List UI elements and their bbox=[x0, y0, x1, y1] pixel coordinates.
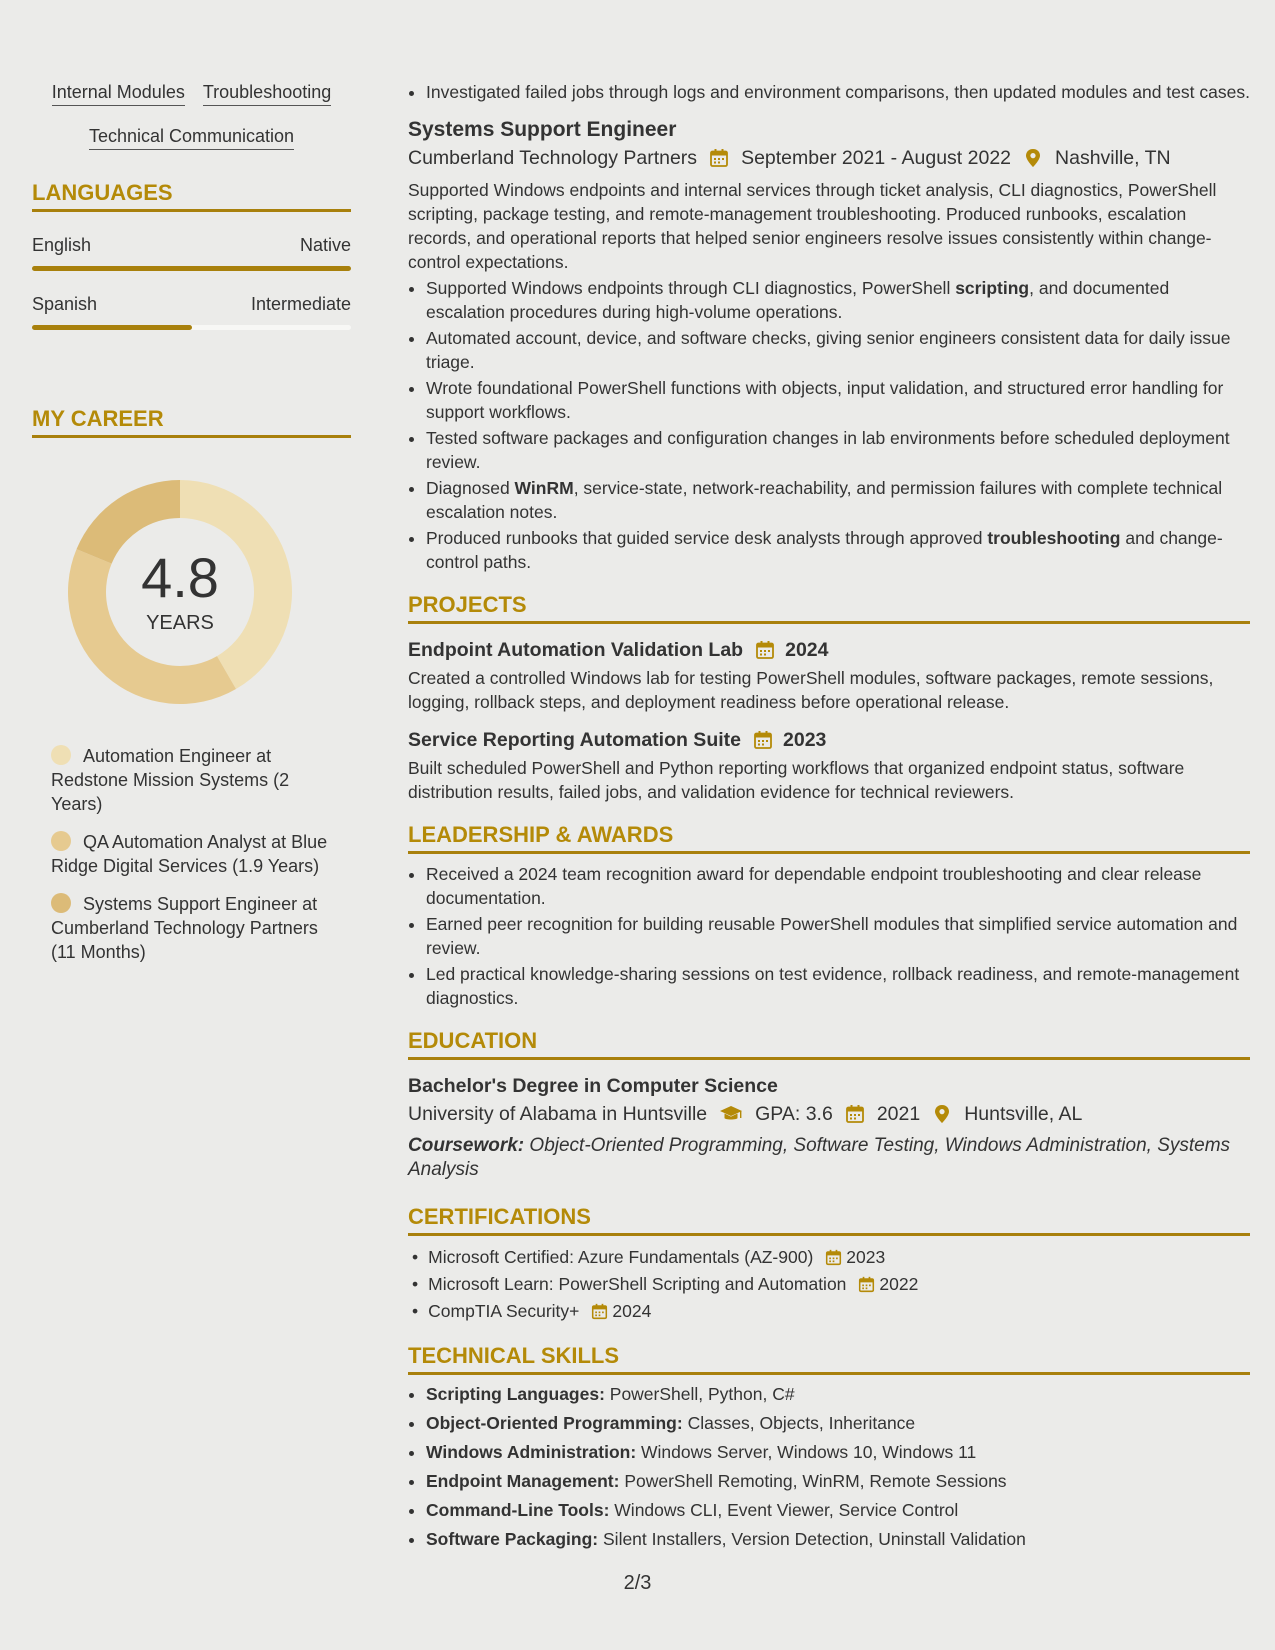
school-name: University of Alabama in Huntsville bbox=[408, 1103, 708, 1125]
job-summary: Supported Windows endpoints and internal services through ticket analysis, CLI diagnostics, PowerShell scripting, package testing, and remote-management troubleshooting. Produced runbooks, escalation records, and operational reports that helped senior engineers resolve issues consistently within change-control expectations. bbox=[408, 180, 1217, 272]
location-pin-icon bbox=[1023, 148, 1043, 168]
career-legend-item bbox=[51, 892, 331, 964]
calendar-icon bbox=[845, 1104, 865, 1124]
bullet-item: • Automated account, device, and software checks, giving senior engineers consistent data for daily issue triage. bbox=[426, 326, 1250, 374]
legend-dot-icon bbox=[51, 893, 71, 913]
bullet-item: • Supported Windows endpoints through CLI diagnostics, PowerShell scripting, and documented escalation procedures during high-volume operations. bbox=[426, 276, 1250, 324]
education-heading: EDUCATION bbox=[408, 1028, 1250, 1060]
languages-heading: LANGUAGES bbox=[32, 180, 351, 212]
skill-item: • Scripting Languages: PowerShell, Python, C# bbox=[426, 1381, 1250, 1408]
language-bar-fill bbox=[32, 266, 351, 271]
certification-item: • Microsoft Certified: Azure Fundamentals (AZ-900) 2023 bbox=[426, 1244, 1250, 1271]
bullet-item: • Produced runbooks that guided service desk analysts through approved troubleshooting and change-control paths. bbox=[426, 526, 1250, 574]
location-pin-icon bbox=[932, 1104, 952, 1124]
bullet-item: • Led practical knowledge-sharing sessions on test evidence, rollback readiness, and remote-management diagnostics. bbox=[426, 962, 1250, 1010]
main-content bbox=[408, 80, 1250, 1555]
skill-item: • Object-Oriented Programming: Classes, Objects, Inheritance bbox=[426, 1410, 1250, 1437]
skill-item: • Command-Line Tools: Windows CLI, Event Viewer, Service Control bbox=[426, 1497, 1250, 1524]
bullet-item: • Tested software packages and configuration changes in lab environments before scheduled deployment review. bbox=[426, 426, 1250, 474]
career-years-label: YEARS bbox=[146, 612, 214, 634]
bullet-item: • Earned peer recognition for building reusable PowerShell modules that simplified service automation and review. bbox=[426, 912, 1250, 960]
technical-skills-list bbox=[408, 1381, 1250, 1553]
graduation-cap-icon bbox=[719, 1104, 743, 1124]
language-name: English bbox=[32, 235, 92, 255]
certifications-heading: CERTIFICATIONS bbox=[408, 1204, 1250, 1236]
skill-tag: Internal Modules bbox=[52, 80, 185, 106]
page-number: 2/3 bbox=[623, 1572, 652, 1594]
education-meta bbox=[408, 1100, 1250, 1128]
project-year: 2024 bbox=[785, 639, 829, 661]
career-legend-item bbox=[51, 744, 331, 816]
career-donut-chart bbox=[66, 478, 294, 706]
calendar-icon bbox=[825, 1249, 842, 1266]
skill-item: • Endpoint Management: PowerShell Remoting, WinRM, Remote Sessions bbox=[426, 1468, 1250, 1495]
certification-item: • CompTIA Security+ 2024 bbox=[426, 1298, 1250, 1325]
legend-dot-icon bbox=[51, 831, 71, 851]
job-bullets bbox=[408, 276, 1250, 574]
project-title: Endpoint Automation Validation Lab bbox=[408, 639, 744, 661]
project-year: 2023 bbox=[783, 729, 827, 751]
school-location: Huntsville, AL bbox=[964, 1103, 1083, 1125]
career-legend-item bbox=[51, 830, 331, 878]
career-legend-text: Automation Engineer at Redstone Mission Systems (2 Years) bbox=[51, 746, 290, 814]
language-spanish bbox=[32, 293, 351, 330]
skill-tag: Technical Communication bbox=[89, 124, 294, 150]
career-heading: MY CAREER bbox=[32, 406, 351, 438]
job-meta bbox=[408, 144, 1250, 172]
gpa: GPA: 3.6 bbox=[755, 1103, 833, 1125]
skill-tag: Troubleshooting bbox=[203, 80, 331, 106]
job-company: Cumberland Technology Partners bbox=[408, 147, 698, 169]
language-bar-fill bbox=[32, 325, 192, 330]
language-level: Intermediate bbox=[250, 294, 351, 314]
previous-job-bullets bbox=[408, 80, 1250, 104]
certifications-list bbox=[408, 1244, 1250, 1325]
degree-title: Bachelor's Degree in Computer Science bbox=[408, 1075, 778, 1097]
language-bar bbox=[32, 325, 351, 330]
calendar-icon bbox=[755, 640, 775, 660]
leadership-heading: LEADERSHIP & AWARDS bbox=[408, 822, 1250, 854]
certification-item: • Microsoft Learn: PowerShell Scripting and Automation 2022 bbox=[426, 1271, 1250, 1298]
career-legend bbox=[51, 744, 331, 964]
career-years-value: 4.8 bbox=[141, 546, 219, 609]
sidebar bbox=[32, 80, 351, 978]
legend-dot-icon bbox=[51, 745, 71, 765]
job-location: Nashville, TN bbox=[1055, 147, 1171, 169]
project-item bbox=[408, 636, 1250, 714]
language-level: Native bbox=[299, 235, 351, 255]
skill-tags bbox=[32, 80, 351, 150]
projects-heading: PROJECTS bbox=[408, 592, 1250, 624]
skill-item: • Windows Administration: Windows Server, Windows 10, Windows 11 bbox=[426, 1439, 1250, 1466]
career-legend-text: Systems Support Engineer at Cumberland Technology Partners (11 Months) bbox=[51, 894, 318, 962]
bullet-item: • Diagnosed WinRM, service-state, network-reachability, and permission failures with complete technical escalation notes. bbox=[426, 476, 1250, 524]
language-english bbox=[32, 234, 351, 271]
project-item bbox=[408, 726, 1250, 804]
technical-skills-heading: TECHNICAL SKILLS bbox=[408, 1343, 1250, 1375]
project-description: Created a controlled Windows lab for testing PowerShell modules, software packages, remote sessions, logging, rollback steps, and deployment readiness before operational release. bbox=[408, 668, 1214, 712]
bullet-item: • Wrote foundational PowerShell functions with objects, input validation, and structured error handling for support workflows. bbox=[426, 376, 1250, 424]
calendar-icon bbox=[709, 148, 729, 168]
calendar-icon bbox=[858, 1276, 875, 1293]
career-legend-text: QA Automation Analyst at Blue Ridge Digital Services (1.9 Years) bbox=[51, 832, 328, 876]
language-bar bbox=[32, 266, 351, 271]
job-title: Systems Support Engineer bbox=[408, 118, 677, 141]
job-dates: September 2021 - August 2022 bbox=[741, 147, 1012, 169]
language-name: Spanish bbox=[32, 294, 98, 314]
calendar-icon bbox=[591, 1303, 608, 1320]
calendar-icon bbox=[753, 730, 773, 750]
bullet-item: • Received a 2024 team recognition award for dependable endpoint troubleshooting and clear release documentation. bbox=[426, 862, 1250, 910]
leadership-bullets bbox=[408, 862, 1250, 1010]
graduation-year: 2021 bbox=[876, 1103, 921, 1125]
skill-item: • Software Packaging: Silent Installers, Version Detection, Uninstall Validation bbox=[426, 1526, 1250, 1553]
coursework: Coursework: Object-Oriented Programming, Software Testing, Windows Administration, Systems Analysis bbox=[408, 1135, 1231, 1180]
project-title: Service Reporting Automation Suite bbox=[408, 729, 741, 751]
bullet-item: • Investigated failed jobs through logs and environment comparisons, then updated modules and test cases. bbox=[426, 80, 1250, 104]
project-description: Built scheduled PowerShell and Python reporting workflows that organized endpoint status, software distribution results, failed jobs, and validation evidence for technical reviewers. bbox=[408, 758, 1185, 802]
